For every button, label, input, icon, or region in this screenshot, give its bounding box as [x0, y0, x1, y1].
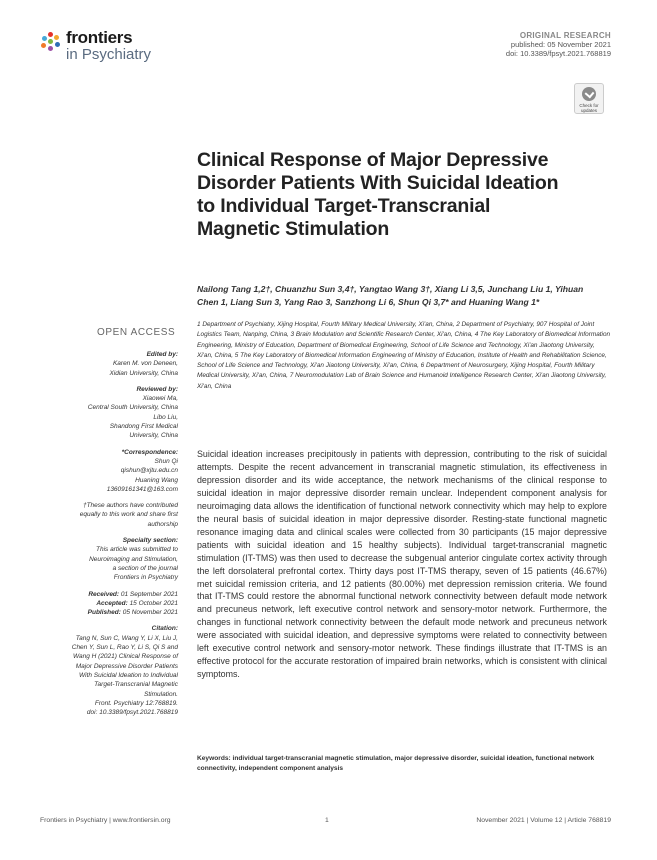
reviewer-affiliation: Central South University, China — [87, 404, 178, 412]
contribution-note: authorship — [147, 520, 178, 528]
frontiers-logo[interactable] — [40, 28, 170, 70]
citation-text: Major Depressive Disorder Patients — [75, 662, 178, 670]
accepted-date — [28, 599, 178, 608]
published-label: Published: — [87, 609, 121, 617]
corresponding-email[interactable]: 13609161341@163.com — [106, 485, 178, 493]
keywords: Keywords: individual target-transcranial magnetic stimulation, major depressive disorder, suicidal ideation, functional network connectivity, independent component analysis — [197, 755, 595, 772]
citation-text: Front. Psychiatry 12:768819. — [94, 699, 178, 707]
citation-text: Wang H (2021) Clinical Response of — [72, 653, 178, 661]
abstract: Suicidal ideation increases precipitously in patients with depression, contributing to the risk of suicidal attempts. Despite the recent advancement in transcranial magnetic stimulation, its effectiveness in depression disorder and its wide acceptance, the network mechanisms of the clinical response to suicidal ideation in major depressive disorder remain unclear. Independent component analysis for neuroimaging data allows the identification of functional network connectivity which may help to explore the neural basis of suicidal ideation in major depressive disorder. Resting-state functional magnetic resonance imaging data and clinical scales were collected from 30 participants (15 major depressive patients with suicidal ideation and 15 healthy subjects). Individual target-transcranial magnetic stimulation (IT-TMS) was then used to decrease the subgenual anterior cingulate cortex activity through the left dorsolateral prefrontal cortex. Thirty days post IT-TMS therapy, seven of 15 patients (46.67%) met suicidal remission criteria, and 12 patients (80.00%) met depression remission criteria. We found that IT-TMS could restore the abnormal functional network connectivity between default mode network and precuneus network, left executive control network and sensory-motor network. Furthermore, the changes in functional network connectivity between the default mode network and precuneus network were associated with suicidal ideation, and depressive symptoms were related to connectivity between left executive control network and sensory-motor network. These findings illustrate that IT-TMS is an effective protocol for the accurate restoration of impaired brain networks, which is consistent with clinical symptoms. — [197, 449, 607, 680]
citation-text: With Suicidal Ideation to Individual — [79, 671, 178, 679]
specialty-section-label: Specialty section: — [122, 537, 178, 545]
editor-name: Karen M. von Deneen, — [112, 360, 178, 368]
contribution-note: †These authors have contributed — [82, 502, 178, 510]
received-value: 01 September 2021 — [120, 590, 178, 598]
published-value: 05 November 2021 — [122, 609, 178, 617]
corresponding-email[interactable]: qishun@xjtu.edu.cn — [120, 467, 178, 475]
published-date — [28, 608, 178, 617]
author-list: Nailong Tang 1,2†, Chuanzhu Sun 3,4†, Yangtao Wang 3†, Xiang Li 3,5, Junchang Liu 1, Yihuan Chen 1, Liang Sun 3, Yang Rao 3, Sanzhong Li 6, Shun Qi 3,7* and Huaning Wang 1* — [197, 284, 584, 307]
correspondence-label: *Correspondence: — [121, 448, 178, 456]
article-meta — [506, 31, 611, 58]
received-date — [28, 590, 178, 599]
reviewer-name: Xiaowei Ma, — [142, 395, 178, 403]
citation-label: Citation: — [151, 625, 178, 633]
check-updates-label: Check for updates — [579, 103, 599, 113]
footer-issue-info: November 2021 | Volume 12 | Article 768819 — [476, 817, 611, 824]
received-label: Received: — [88, 590, 120, 598]
accepted-label: Accepted: — [96, 599, 128, 607]
corresponding-author: Shun Qi — [154, 457, 178, 465]
check-updates-icon — [582, 87, 596, 101]
accepted-value: 15 October 2021 — [129, 599, 178, 607]
reviewer-affiliation: University, China — [129, 432, 178, 440]
citation-text: Chen Y, Sun L, Rao Y, Li S, Qi S and — [71, 644, 178, 652]
specialty-text: This article was submitted to — [95, 546, 178, 554]
edited-by-label: Edited by: — [146, 351, 178, 358]
citation-doi[interactable]: doi: 10.3389/fpsyt.2021.768819 — [86, 709, 178, 717]
footer-journal-link[interactable]: Frontiers in Psychiatry | www.frontiersin.org — [40, 817, 171, 824]
article-info-sidebar — [28, 350, 178, 717]
publisher-name: frontiers — [66, 28, 133, 47]
citation-text: Target-Transcranial Magnetic — [94, 681, 178, 689]
reviewer-affiliation: Shandong First Medical — [109, 423, 178, 431]
specialty-text: Neuroimaging and Stimulation, — [89, 555, 178, 563]
article-type: ORIGINAL RESEARCH — [519, 31, 611, 40]
reviewed-by-label: Reviewed by: — [136, 385, 178, 393]
citation-text: Tang N, Sun C, Wang Y, Li X, Liu J, — [75, 634, 178, 642]
specialty-text: Frontiers in Psychiatry — [113, 574, 178, 582]
contribution-note: equally to this work and share first — [79, 511, 178, 519]
page-number: 1 — [325, 817, 329, 824]
corresponding-author: Huaning Wang — [135, 476, 178, 484]
published-line: published: 05 November 2021 — [510, 40, 611, 49]
article-title: Clinical Response of Major Depressive Disorder Patients With Suicidal Ideation to Individual Target-Transcranial Magnetic Stimulation — [197, 149, 559, 240]
open-access-label: OPEN ACCESS — [97, 327, 176, 338]
specialty-text: a section of the journal — [112, 564, 178, 572]
citation-text: Stimulation. — [144, 690, 178, 698]
reviewer-name: Libo Liu, — [153, 413, 178, 421]
doi-line[interactable]: doi: 10.3389/fpsyt.2021.768819 — [505, 49, 611, 58]
affiliations: 1 Department of Psychiatry, Xijing Hospital, Fourth Military Medical University, Xi'an, China, 2 Department of Psychiatry, 907 Hospital of Joint Logistics Team, Nanping, China, 3 Brain Modulation and Scientific Research Center, Xi'an, China, 4 The Key Laboratory of Biomedical Information Engineering, Ministry of Education, Department of Biomedical Engineering, School of Life Science and Technology, Xi'an Jiaotong University, Xi'an, China, 5 The Key Laboratory of Biomedical Information Engineering of Ministry of Education, Institute of Health and Rehabilitation Science, School of Life Science and Technology, Xi'an Jiaotong University, Xi'an, China, 6 Department of Neurosurgery, Xijing Hospital, Fourth Military Medical University, Xi'an, China, 7 Neuromodulation Lab of Brain Science and Humanoid Intelligence Research Center, Xi'an Jiaotong University, Xi'an, China — [197, 321, 611, 390]
journal-name: in Psychiatry — [66, 46, 152, 63]
editor-affiliation: Xidian University, China — [109, 369, 178, 377]
logo-dots-icon — [40, 32, 62, 54]
check-for-updates-button[interactable] — [574, 83, 604, 114]
